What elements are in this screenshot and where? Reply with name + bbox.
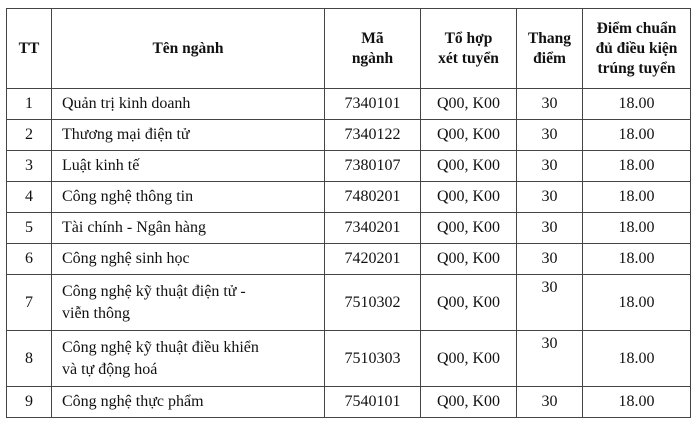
row-name: Tài chính - Ngân hàng (52, 213, 325, 244)
row-combo: Q00, K00 (421, 182, 517, 213)
table-row (7, 331, 691, 387)
row-name: Luật kinh tế (52, 151, 325, 182)
row-tt: 9 (7, 387, 52, 418)
row-scale: 30 (517, 331, 583, 387)
row-scale: 30 (517, 275, 583, 331)
table-row (7, 244, 691, 275)
table-row (7, 151, 691, 182)
row-code: 7420201 (325, 244, 421, 275)
row-tt: 6 (7, 244, 52, 275)
row-tt: 7 (7, 275, 52, 331)
table-row (7, 387, 691, 418)
row-code: 7510303 (325, 331, 421, 387)
row-combo: Q00, K00 (421, 275, 517, 331)
row-combo: Q00, K00 (421, 213, 517, 244)
row-name: Công nghệ thực phẩm (52, 387, 325, 418)
table-row (7, 213, 691, 244)
row-scale: 30 (517, 120, 583, 151)
row-score: 18.00 (583, 331, 691, 387)
header-tt: TT (7, 9, 52, 89)
row-combo: Q00, K00 (421, 387, 517, 418)
row-scale: 30 (517, 244, 583, 275)
header-combo: Tổ hợp xét tuyển (421, 9, 517, 89)
row-code: 7380107 (325, 151, 421, 182)
row-name: Công nghệ sinh học (52, 244, 325, 275)
row-code: 7340101 (325, 89, 421, 120)
row-tt: 3 (7, 151, 52, 182)
header-code: Mã ngành (325, 9, 421, 89)
table-row (7, 182, 691, 213)
row-tt: 4 (7, 182, 52, 213)
header-scale: Thang điểm (517, 9, 583, 89)
row-name-line1: Công nghệ kỹ thuật điều khiển (62, 338, 259, 356)
row-scale: 30 (517, 151, 583, 182)
row-score: 18.00 (583, 182, 691, 213)
row-code: 7510302 (325, 275, 421, 331)
row-score: 18.00 (583, 387, 691, 418)
row-code: 7480201 (325, 182, 421, 213)
row-name: Công nghệ thông tin (52, 182, 325, 213)
admission-score-table (6, 8, 691, 418)
row-name (52, 275, 325, 331)
row-scale: 30 (517, 387, 583, 418)
row-combo: Q00, K00 (421, 151, 517, 182)
row-combo: Q00, K00 (421, 89, 517, 120)
header-score: Điểm chuẩn đủ điều kiện trúng tuyển (583, 9, 691, 89)
row-score: 18.00 (583, 120, 691, 151)
row-name: Quản trị kinh doanh (52, 89, 325, 120)
row-name (52, 331, 325, 387)
row-tt: 1 (7, 89, 52, 120)
row-score: 18.00 (583, 244, 691, 275)
header-name: Tên ngành (52, 9, 325, 89)
row-scale: 30 (517, 182, 583, 213)
row-score: 18.00 (583, 275, 691, 331)
row-tt: 8 (7, 331, 52, 387)
header-row (7, 9, 691, 89)
row-scale: 30 (517, 213, 583, 244)
table-row (7, 120, 691, 151)
row-name: Thương mại điện tử (52, 120, 325, 151)
row-tt: 5 (7, 213, 52, 244)
row-scale: 30 (517, 89, 583, 120)
row-code: 7540101 (325, 387, 421, 418)
table-row (7, 89, 691, 120)
row-score: 18.00 (583, 213, 691, 244)
table-row (7, 275, 691, 331)
row-combo: Q00, K00 (421, 244, 517, 275)
row-name-line2: và tự động hoá (62, 360, 158, 378)
row-name-line2: viễn thông (62, 304, 130, 322)
row-code: 7340201 (325, 213, 421, 244)
row-score: 18.00 (583, 89, 691, 120)
row-combo: Q00, K00 (421, 331, 517, 387)
row-name-line1: Công nghệ kỹ thuật điện tử - (62, 282, 246, 300)
row-tt: 2 (7, 120, 52, 151)
row-score: 18.00 (583, 151, 691, 182)
row-combo: Q00, K00 (421, 120, 517, 151)
row-code: 7340122 (325, 120, 421, 151)
